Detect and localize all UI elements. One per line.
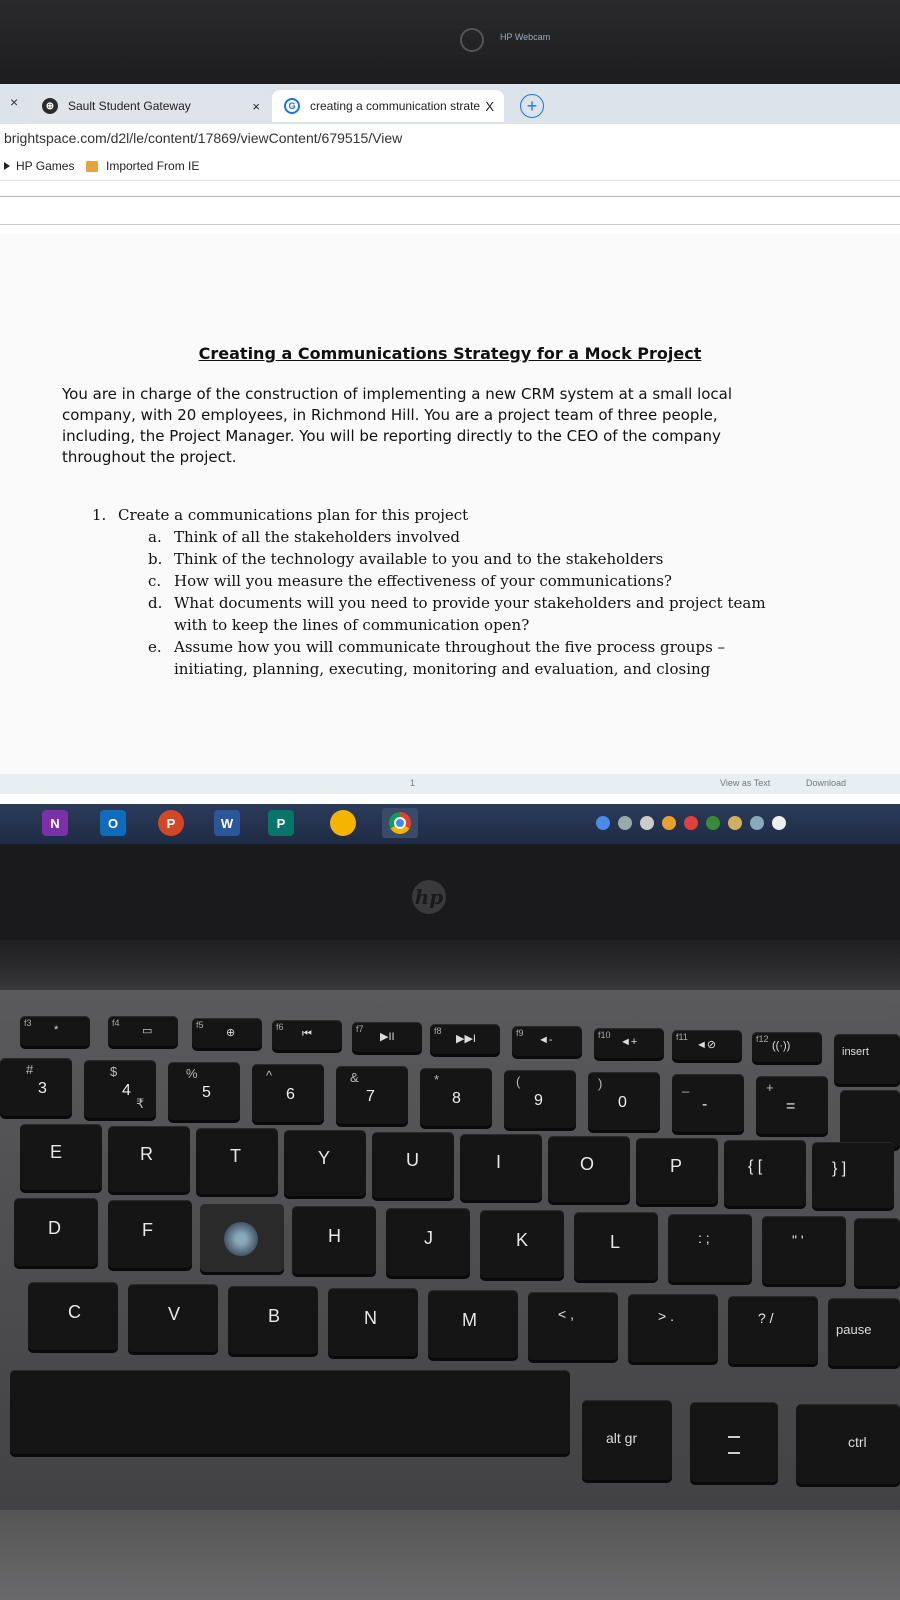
key-insert[interactable]: insert (834, 1034, 900, 1084)
browser-tab-bar (0, 84, 900, 125)
divider (0, 196, 900, 197)
document-intro: You are in charge of the construction of implementing a new CRM system at a small local company, with 20 employees, in Richmond Hill. You are a project team of three people, including, the Project Manager. You will be reporting directly to the CEO of the company throughout the project. (62, 385, 733, 466)
divider (0, 224, 900, 225)
key-7[interactable]: & 7 (336, 1066, 408, 1124)
sub-text: Assume how you will communicate throughout the five process groups – initiating, planning, executing, monitoring and evaluation, and closing (174, 638, 726, 678)
list-text: Create a communications plan for this project (118, 506, 469, 524)
hp-logo: hp (412, 880, 446, 914)
sub-list-item (148, 548, 812, 570)
key-f3[interactable]: f3 * (20, 1016, 90, 1046)
key-i[interactable]: I (460, 1134, 542, 1200)
keyboard (0, 990, 900, 1600)
key-open-bracket[interactable]: { [ (724, 1140, 806, 1206)
bookmark-imported-from-ie[interactable] (86, 159, 199, 173)
windows-taskbar (0, 804, 900, 844)
key-u[interactable]: U (372, 1132, 454, 1198)
document-footer-bar (0, 774, 900, 794)
key-slash[interactable]: ? / (728, 1296, 818, 1364)
google-icon: G (284, 98, 300, 114)
key-d[interactable]: D (14, 1198, 98, 1266)
sub-text: Think of the technology available to you and to the stakeholders (174, 550, 664, 568)
key-y[interactable]: Y (284, 1130, 366, 1196)
sub-list-item (148, 526, 812, 548)
key-v[interactable]: V (128, 1284, 218, 1352)
bluetooth-icon[interactable] (640, 816, 654, 830)
sub-letter: c. (148, 572, 162, 590)
tab-close-icon[interactable]: X (485, 98, 494, 114)
key-e[interactable]: E (20, 1124, 102, 1190)
new-tab-button[interactable]: + (520, 94, 544, 118)
key-quote[interactable]: " ' (762, 1216, 846, 1284)
webcam-icon (460, 28, 484, 52)
key-f[interactable]: F (108, 1200, 192, 1268)
bookmark-hp-games[interactable] (4, 159, 74, 173)
edge-icon[interactable] (330, 810, 356, 836)
chrome-icon[interactable] (382, 808, 418, 838)
key-f11[interactable]: f11 ◄⊘ (672, 1030, 742, 1060)
key-f12[interactable]: f12 ((·)) (752, 1032, 822, 1062)
key-space[interactable] (10, 1370, 570, 1454)
app-tray-icon[interactable] (706, 816, 720, 830)
key-f9[interactable]: f9 ◄- (512, 1026, 582, 1056)
opera-icon[interactable] (684, 816, 698, 830)
menu-icon (728, 1436, 740, 1454)
document-title: Creating a Communications Strategy for a Mock Project (198, 344, 702, 363)
key-menu[interactable] (690, 1402, 778, 1482)
palm-rest (0, 1510, 900, 1600)
key-h[interactable]: H (292, 1206, 376, 1274)
key-4[interactable]: $ 4 ₹ (84, 1060, 156, 1118)
globe-icon: ⊕ (42, 98, 58, 114)
outlook-icon[interactable]: O (100, 810, 126, 836)
key-5[interactable]: % 5 (168, 1062, 240, 1120)
key-b[interactable]: B (228, 1286, 318, 1354)
sub-list-item (148, 636, 812, 680)
key-8[interactable]: * 8 (420, 1068, 492, 1126)
bookmarks-bar (0, 152, 900, 181)
folder-tray-icon[interactable] (728, 816, 742, 830)
key-p[interactable]: P (636, 1138, 718, 1204)
key-t[interactable]: T (196, 1128, 278, 1194)
key-6[interactable]: ^ 6 (252, 1064, 324, 1122)
powerpoint-icon[interactable]: P (158, 810, 184, 836)
sub-text: What documents will you need to provide your stakeholders and project team with to keep the lines of communication open? (174, 594, 766, 634)
play-icon (4, 162, 10, 170)
document-viewer (0, 234, 900, 794)
tab-close-icon[interactable]: × (252, 98, 260, 114)
key-f5[interactable]: f5 ⊕ (192, 1018, 262, 1048)
bookmark-label: HP Games (16, 159, 75, 173)
tab-google-search[interactable] (272, 90, 504, 122)
key-ctrl[interactable]: ctrl (796, 1404, 900, 1484)
help-icon[interactable] (596, 816, 610, 830)
list-item (92, 504, 812, 526)
screen (0, 84, 900, 844)
page-indicator: 1 (410, 778, 416, 788)
laptop-hinge (0, 940, 900, 990)
bookmark-label: Imported From IE (106, 159, 200, 173)
list-number: 1. (92, 506, 107, 524)
key-enter[interactable] (854, 1218, 900, 1286)
sub-letter: b. (148, 550, 163, 568)
key-backspace[interactable] (840, 1090, 900, 1148)
key-0[interactable]: ) 0 (588, 1072, 660, 1130)
tab-sault-student-gateway[interactable] (30, 90, 270, 122)
key-f4[interactable]: f4 ▭ (108, 1016, 178, 1046)
sub-letter: e. (148, 638, 162, 656)
sub-text: How will you measure the effectiveness of your communications? (174, 572, 672, 590)
webcam-label: HP Webcam (500, 32, 551, 42)
key-alt-gr[interactable]: alt gr (582, 1400, 672, 1480)
key-c[interactable]: C (28, 1282, 118, 1350)
sub-list-item (148, 592, 812, 636)
document-list (92, 504, 812, 680)
key-3[interactable]: # 3 (0, 1058, 72, 1116)
chrome-logo-icon (389, 812, 411, 834)
key-n[interactable]: N (328, 1288, 418, 1356)
laptop-top-bezel (0, 0, 900, 88)
key-minus[interactable]: _ - (672, 1074, 744, 1132)
address-bar[interactable] (0, 124, 900, 153)
key-o[interactable]: O (548, 1136, 630, 1202)
url-text[interactable]: brightspace.com/d2l/le/content/17869/viewContent/679515/View (4, 130, 403, 146)
key-period[interactable]: > . (628, 1294, 718, 1362)
key-pause[interactable]: pause (828, 1298, 900, 1366)
key-comma[interactable]: < , (528, 1292, 618, 1360)
key-9[interactable]: ( 9 (504, 1070, 576, 1128)
folder-icon (86, 161, 98, 172)
tab-title: Sault Student Gateway (68, 99, 191, 113)
publisher-icon[interactable]: P (268, 810, 294, 836)
key-close-bracket[interactable]: } ] (812, 1142, 894, 1208)
key-f8[interactable]: f8 ▶▶I (430, 1024, 500, 1054)
volume-icon[interactable] (772, 816, 786, 830)
reflection-icon (224, 1222, 258, 1256)
key-f7[interactable]: f7 ▶II (352, 1022, 422, 1052)
system-tray (596, 816, 786, 830)
sub-letter: a. (148, 528, 162, 546)
sub-list-item (148, 570, 812, 592)
onenote-icon[interactable]: N (42, 810, 68, 836)
security-icon[interactable] (662, 816, 676, 830)
key-j[interactable]: J (386, 1208, 470, 1276)
chrome-center-icon (394, 817, 406, 829)
key-k[interactable]: K (480, 1210, 564, 1278)
key-l[interactable]: L (574, 1212, 658, 1280)
sub-letter: d. (148, 594, 163, 612)
key-r[interactable]: R (108, 1126, 190, 1192)
network-icon[interactable] (618, 816, 632, 830)
key-f6[interactable]: f6 ⏮ (272, 1020, 342, 1050)
chat-icon[interactable] (750, 816, 764, 830)
key-equals[interactable]: + = (756, 1076, 828, 1134)
key-m[interactable]: M (428, 1290, 518, 1358)
word-icon[interactable]: W (214, 810, 240, 836)
download-link[interactable]: Download (806, 778, 847, 788)
close-icon[interactable]: × (10, 94, 19, 110)
sub-text: Think of all the stakeholders involved (174, 528, 460, 546)
view-as-text-link[interactable]: View as Text (720, 778, 771, 788)
key-semicolon[interactable]: : ; (668, 1214, 752, 1282)
tab-title: creating a communication strate (310, 99, 481, 113)
key-g[interactable] (200, 1204, 284, 1272)
key-f10[interactable]: f10 ◄+ (594, 1028, 664, 1058)
